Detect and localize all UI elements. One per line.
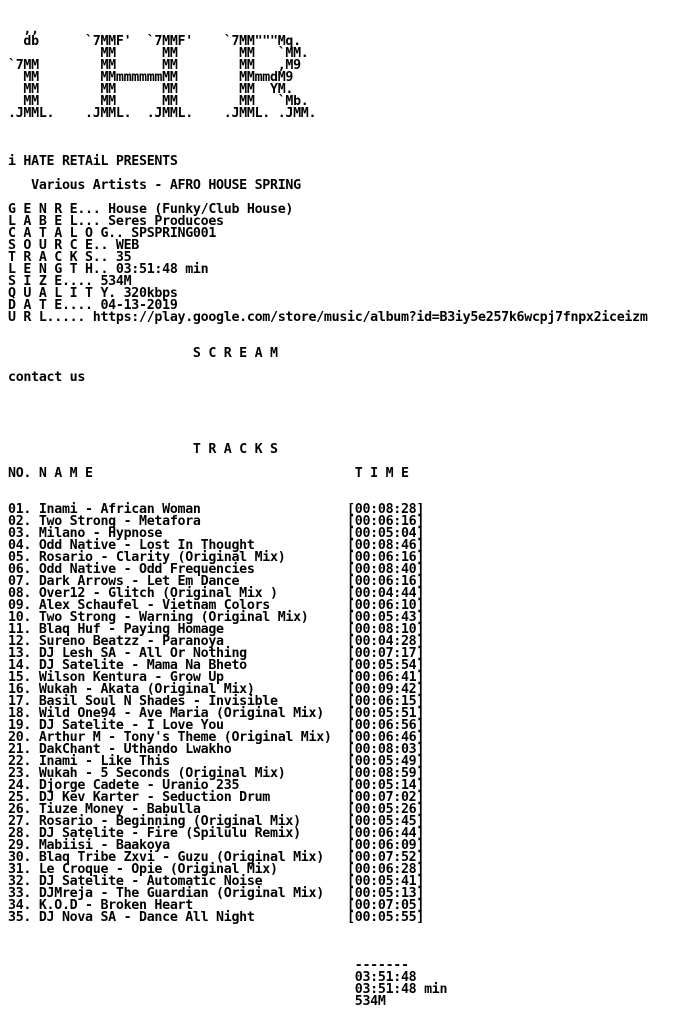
nfo-line: T R A C K S xyxy=(8,442,278,457)
nfo-line xyxy=(8,936,648,948)
nfo-line: 07. Dark Arrows - Let Em Dance [00:06:16] xyxy=(8,574,425,589)
nfo-line: 33. DJMreja - The Guardian (Original Mix) [00:05:13] xyxy=(8,886,425,901)
nfo-line xyxy=(8,924,648,936)
nfo-line: 08. Over12 - Glitch (Original Mix ) [00:04:44] xyxy=(8,586,425,601)
nfo-line: L A B E L... Seres Producoes xyxy=(8,214,224,229)
nfo-line xyxy=(8,360,648,372)
nfo-line: 03:51:48 min xyxy=(8,982,448,997)
nfo-line: 30. Blaq Tribe Zxvi - Guzu (Original Mix) [00:07:52] xyxy=(8,850,425,865)
nfo-line xyxy=(8,132,648,144)
nfo-line: `7MM MM MM MM ,M9 xyxy=(8,58,324,73)
nfo-line: Q U A L I T Y. 320kbps xyxy=(8,286,178,301)
nfo-line: Various Artists - AFRO HOUSE SPRING xyxy=(8,178,301,193)
nfo-line: MM MMmmmmmmMM MMmmdM9 xyxy=(8,70,324,85)
nfo-line: G E N R E... House (Funky/Club House) xyxy=(8,202,294,217)
nfo-line: 26. Tiuze Money - Babulla [00:05:26] xyxy=(8,802,425,817)
nfo-text-document xyxy=(8,24,648,1008)
nfo-line: 01. Inami - African Woman [00:08:28] xyxy=(8,502,425,517)
nfo-line: L E N G T H.. 03:51:48 min xyxy=(8,262,209,277)
nfo-line: MM MM MM MM YM. xyxy=(8,82,324,97)
nfo-line: C A T A L O G.. SPSPRING001 xyxy=(8,226,217,241)
nfo-line: 24. Djorge Cadete - Uranio 235 [00:05:14] xyxy=(8,778,425,793)
nfo-line: 11. Blaq Huf - Paying Homage [00:08:10] xyxy=(8,622,425,637)
nfo-line: .JMML. .JMML. .JMML. .JMML. .JMM. xyxy=(8,106,324,121)
nfo-line: 27. Rosario - Beginning (Original Mix) [00:05:45] xyxy=(8,814,425,829)
nfo-line: ------- xyxy=(8,958,409,973)
nfo-line: i HATE RETAiL PRESENTS xyxy=(8,154,178,169)
nfo-line: NO. N A M E T I M E xyxy=(8,466,409,481)
nfo-line xyxy=(8,408,648,420)
nfo-line: T R A C K S.. 35 xyxy=(8,250,132,265)
nfo-line: 32. DJ Satelite - Automatic Noise [00:05:41] xyxy=(8,874,425,889)
nfo-line: 21. DakChant - Uthando Lwakho [00:08:03] xyxy=(8,742,425,757)
nfo-line: contact us xyxy=(8,370,86,385)
nfo-line: 03. Milano - Hypnose [00:05:04] xyxy=(8,526,425,541)
nfo-line: S I Z E.... 534M xyxy=(8,274,132,289)
nfo-line: S C R E A M xyxy=(8,346,278,361)
nfo-line: 12. Sureno Beatzz - Paranoya [00:04:28] xyxy=(8,634,425,649)
nfo-line: 22. Inami - Like This [00:05:49] xyxy=(8,754,425,769)
nfo-line: 04. Odd Native - Lost In Thought [00:08:46] xyxy=(8,538,425,553)
nfo-line: 02. Two Strong - Metafora [00:06:16] xyxy=(8,514,425,529)
nfo-line: db `7MMF' `7MMF' `7MM"""Mq. xyxy=(8,34,324,49)
nfo-line: 29. Mabiisi - Baakoya [00:06:09] xyxy=(8,838,425,853)
nfo-line: 05. Rosario - Clarity (Original Mix) [00:06:16] xyxy=(8,550,425,565)
nfo-line xyxy=(8,396,648,408)
nfo-line: 20. Arthur M - Tony's Theme (Original Mix) [00:06:46] xyxy=(8,730,425,745)
nfo-line: D A T E.... 04-13-2019 xyxy=(8,298,178,313)
nfo-line: 28. DJ Satelite - Fire (Spilulu Remix) [00:06:44] xyxy=(8,826,425,841)
nfo-line: MM MM MM MM `Mb. xyxy=(8,94,324,109)
nfo-line: 31. Le Croque - Opie (Original Mix) [00:06:28] xyxy=(8,862,425,877)
nfo-line: 13. DJ Lesh SA - All Or Nothing [00:07:17] xyxy=(8,646,425,661)
nfo-line: 18. Wild One94 - Ave Maria (Original Mix) [00:05:51] xyxy=(8,706,425,721)
nfo-line: ,, xyxy=(8,22,324,37)
nfo-line xyxy=(8,324,648,336)
nfo-line: 35. DJ Nova SA - Dance All Night [00:05:55] xyxy=(8,910,425,925)
nfo-line xyxy=(8,480,648,492)
nfo-line: 10. Two Strong - Warning (Original Mix) [00:05:43] xyxy=(8,610,425,625)
nfo-line: S O U R C E.. WEB xyxy=(8,238,139,253)
nfo-line: 19. DJ Satelite - I Love You [00:06:56] xyxy=(8,718,425,733)
nfo-line: 23. Wukah - 5 Seconds (Original Mix) [00:08:59] xyxy=(8,766,425,781)
nfo-line: 03:51:48 xyxy=(8,970,417,985)
nfo-line: 16. Wukah - Akata (Original Mix) [00:09:42] xyxy=(8,682,425,697)
nfo-line: 534M xyxy=(8,994,386,1009)
nfo-line: U R L..... https://play.google.com/store/music/album?id=B3iy5e257k6wcpj7fnpx2iceizm xyxy=(8,310,648,325)
nfo-line: 15. Wilson Kentura - Grow Up [00:06:41] xyxy=(8,670,425,685)
nfo-line xyxy=(8,384,648,396)
nfo-line: 17. Basil Soul N Shades - Invisible [00:06:15] xyxy=(8,694,425,709)
nfo-line: 06. Odd Native - Odd Frequencies [00:08:40] xyxy=(8,562,425,577)
nfo-line: 09. Alex Schaufel - Vietnam Colors [00:06:10] xyxy=(8,598,425,613)
nfo-line xyxy=(8,420,648,432)
nfo-line xyxy=(8,120,648,132)
nfo-line: 25. DJ Kev Karter - Seduction Drum [00:07:02] xyxy=(8,790,425,805)
nfo-line: 14. DJ Satelite - Mama Na Bheto [00:05:54] xyxy=(8,658,425,673)
nfo-line: 34. K.O.D - Broken Heart [00:07:05] xyxy=(8,898,425,913)
nfo-line: MM MM MM `MM. xyxy=(8,46,324,61)
